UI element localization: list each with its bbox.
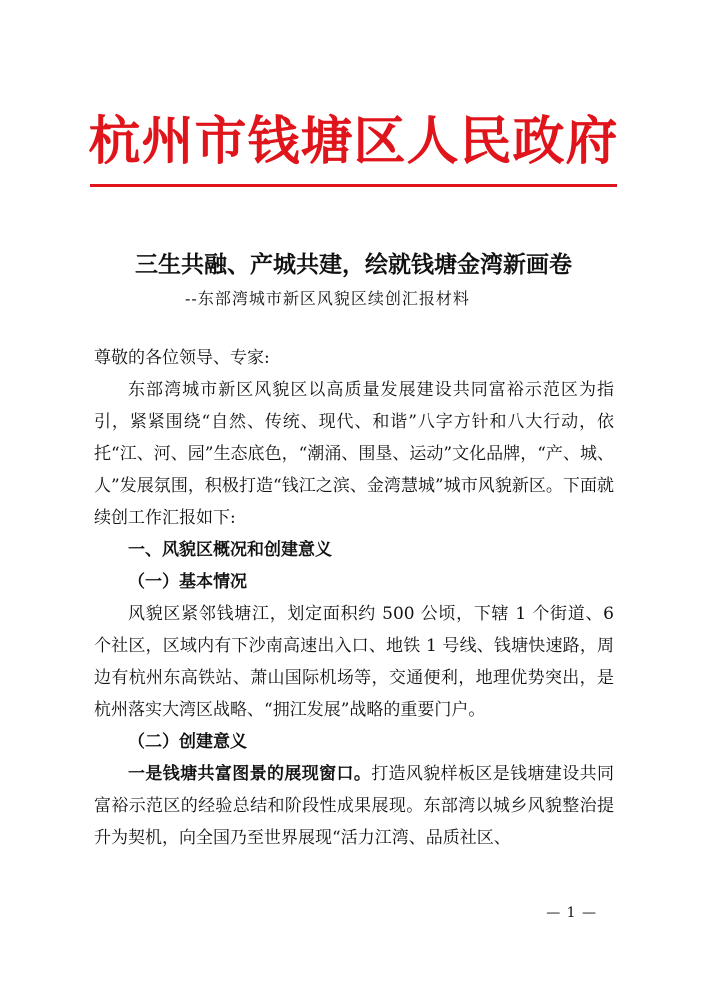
- document-title: 三生共融、产城共建，绘就钱塘金湾新画卷: [135, 251, 572, 278]
- salutation: 尊敬的各位领导、专家:: [94, 348, 270, 368]
- document-body: [94, 342, 614, 854]
- subsection-heading-1: （一）基本情况: [128, 572, 247, 592]
- page-number: — 1 —: [546, 905, 597, 921]
- masthead-title: 杭州市钱塘区人民政府: [88, 111, 619, 172]
- subsection-2-paragraph: [94, 758, 614, 854]
- subsection-2-text: 打造风貌样板区是钱塘建设共同富裕示范区的经验总结和阶段性成果展现。东部湾以城乡风貌整治提升为契机，向全国乃至世界展现“活力江湾、品质社区、: [94, 764, 615, 848]
- document-subtitle: --东部湾城市新区风貌区续创汇报材料: [185, 289, 470, 308]
- subsection-heading-2: （二）创建意义: [128, 732, 247, 752]
- subsection-1-paragraph: 风貌区紧邻钱塘江，划定面积约 500 公顷，下辖 1 个街道、6 个社区，区域内有下沙南高速出入口、地铁 1 号线、钱塘快速路，周边有杭州东高铁站、萧山国际机场等，交通便利，地理优势突出，是杭州落实大湾区战略、“拥江发展”战略的重要门户。: [94, 604, 614, 720]
- section-heading-1: 一、风貌区概况和创建意义: [128, 540, 332, 560]
- intro-paragraph: 东部湾城市新区风貌区以高质量发展建设共同富裕示范区为指引，紧紧围绕“自然、传统、现代、和谐”八字方针和八大行动，依托“江、河、园”生态底色，“潮涌、围垦、运动”文化品牌，“产、城、人”发展氛围，积极打造“钱江之滨、金湾慧城”城市风貌新区。下面就续创工作汇报如下:: [94, 380, 614, 528]
- subsection-2-lead: 一是钱塘共富图景的展现窗口。: [128, 764, 372, 784]
- red-divider-line: [90, 184, 617, 187]
